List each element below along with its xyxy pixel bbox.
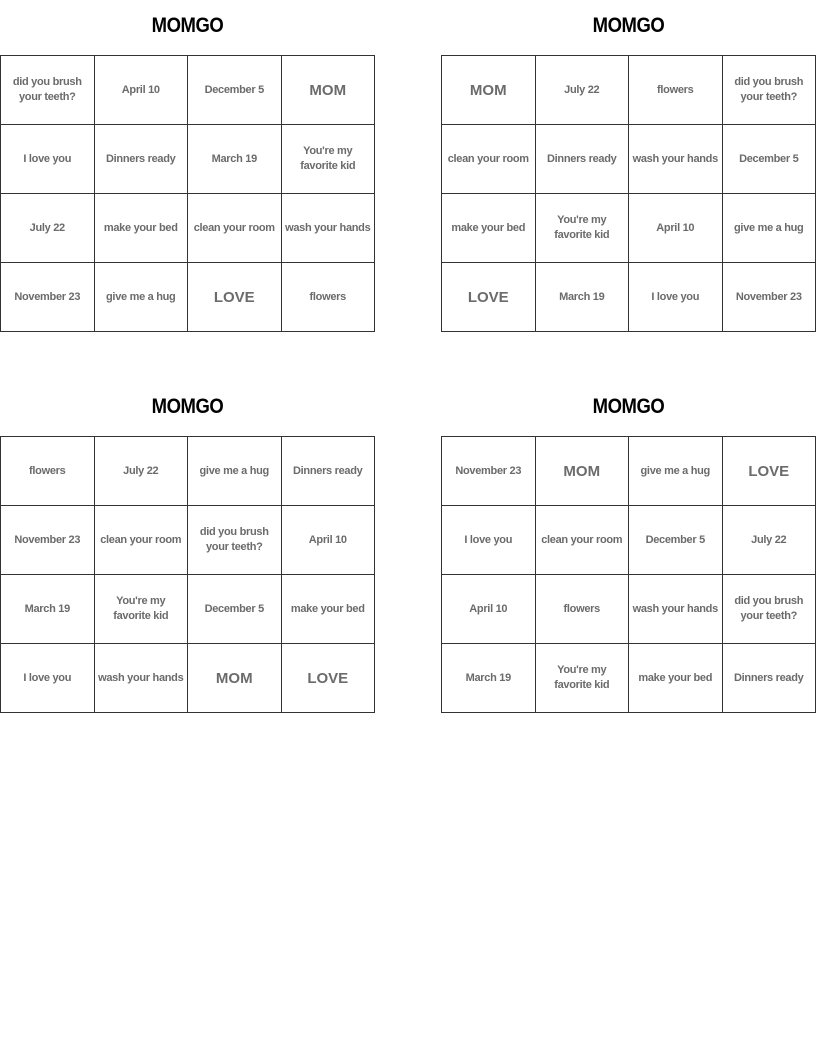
grid-cell: November 23	[442, 437, 536, 506]
grid-cell: I love you	[629, 263, 723, 332]
grid-cell: flowers	[1, 437, 95, 506]
grid-cell: flowers	[535, 575, 629, 644]
grid-cell: make your bed	[442, 194, 536, 263]
grid-cell: MOM	[442, 56, 536, 125]
grid-cell: July 22	[1, 194, 95, 263]
grid-cell: You're my favorite kid	[535, 194, 629, 263]
grid-cell: July 22	[535, 56, 629, 125]
grid-cell: LOVE	[281, 644, 375, 713]
grid-cell: make your bed	[281, 575, 375, 644]
grid-cell: did you brush your teeth?	[1, 56, 95, 125]
grid-row	[1, 125, 375, 194]
grid-cell: You're my favorite kid	[94, 575, 188, 644]
grid-cell: MOM	[281, 56, 375, 125]
grid-cell: March 19	[442, 644, 536, 713]
grid-row	[442, 644, 816, 713]
grid-cell: November 23	[722, 263, 816, 332]
grid-cell: July 22	[94, 437, 188, 506]
bingo-grid	[441, 436, 816, 713]
grid-cell: did you brush your teeth?	[722, 575, 816, 644]
grid-cell: give me a hug	[722, 194, 816, 263]
grid-cell: July 22	[722, 506, 816, 575]
grid-row	[1, 437, 375, 506]
grid-cell: flowers	[629, 56, 723, 125]
grid-cell: December 5	[722, 125, 816, 194]
card-title: MOMGO	[151, 14, 224, 37]
grid-cell: make your bed	[629, 644, 723, 713]
grid-cell: You're my favorite kid	[535, 644, 629, 713]
grid-cell: Dinners ready	[535, 125, 629, 194]
grid-cell: April 10	[442, 575, 536, 644]
grid-cell: November 23	[1, 506, 95, 575]
grid-cell: wash your hands	[629, 125, 723, 194]
grid-cell: MOM	[188, 644, 282, 713]
grid-row	[442, 263, 816, 332]
grid-row	[442, 575, 816, 644]
grid-cell: I love you	[1, 644, 95, 713]
grid-cell: March 19	[535, 263, 629, 332]
card-title: MOMGO	[592, 14, 665, 37]
grid-cell: clean your room	[442, 125, 536, 194]
grid-cell: MOM	[535, 437, 629, 506]
grid-cell: April 10	[629, 194, 723, 263]
grid-cell: March 19	[1, 575, 95, 644]
grid-cell: give me a hug	[629, 437, 723, 506]
grid-cell: wash your hands	[94, 644, 188, 713]
grid-cell: give me a hug	[94, 263, 188, 332]
bingo-grid	[441, 55, 816, 332]
grid-row	[442, 437, 816, 506]
grid-cell: LOVE	[442, 263, 536, 332]
grid-cell: I love you	[442, 506, 536, 575]
grid-row	[442, 506, 816, 575]
grid-cell: clean your room	[188, 194, 282, 263]
grid-cell: December 5	[188, 575, 282, 644]
grid-cell: did you brush your teeth?	[722, 56, 816, 125]
grid-row	[1, 263, 375, 332]
grid-cell: make your bed	[94, 194, 188, 263]
grid-cell: clean your room	[94, 506, 188, 575]
grid-cell: November 23	[1, 263, 95, 332]
grid-cell: April 10	[94, 56, 188, 125]
grid-cell: December 5	[629, 506, 723, 575]
bingo-grid	[0, 55, 375, 332]
grid-cell: wash your hands	[629, 575, 723, 644]
grid-row	[1, 506, 375, 575]
grid-cell: flowers	[281, 263, 375, 332]
grid-cell: LOVE	[722, 437, 816, 506]
grid-row	[1, 194, 375, 263]
grid-cell: December 5	[188, 56, 282, 125]
grid-row	[1, 56, 375, 125]
grid-row	[1, 644, 375, 713]
card-title: MOMGO	[592, 395, 665, 418]
grid-row	[442, 56, 816, 125]
grid-cell: Dinners ready	[281, 437, 375, 506]
grid-row	[1, 575, 375, 644]
grid-cell: March 19	[188, 125, 282, 194]
bingo-grid	[0, 436, 375, 713]
grid-cell: clean your room	[535, 506, 629, 575]
grid-cell: give me a hug	[188, 437, 282, 506]
grid-cell: I love you	[1, 125, 95, 194]
grid-cell: Dinners ready	[94, 125, 188, 194]
grid-cell: April 10	[281, 506, 375, 575]
grid-row	[442, 194, 816, 263]
grid-cell: You're my favorite kid	[281, 125, 375, 194]
grid-cell: LOVE	[188, 263, 282, 332]
grid-cell: did you brush your teeth?	[188, 506, 282, 575]
grid-cell: Dinners ready	[722, 644, 816, 713]
grid-row	[442, 125, 816, 194]
card-title: MOMGO	[151, 395, 224, 418]
grid-cell: wash your hands	[281, 194, 375, 263]
